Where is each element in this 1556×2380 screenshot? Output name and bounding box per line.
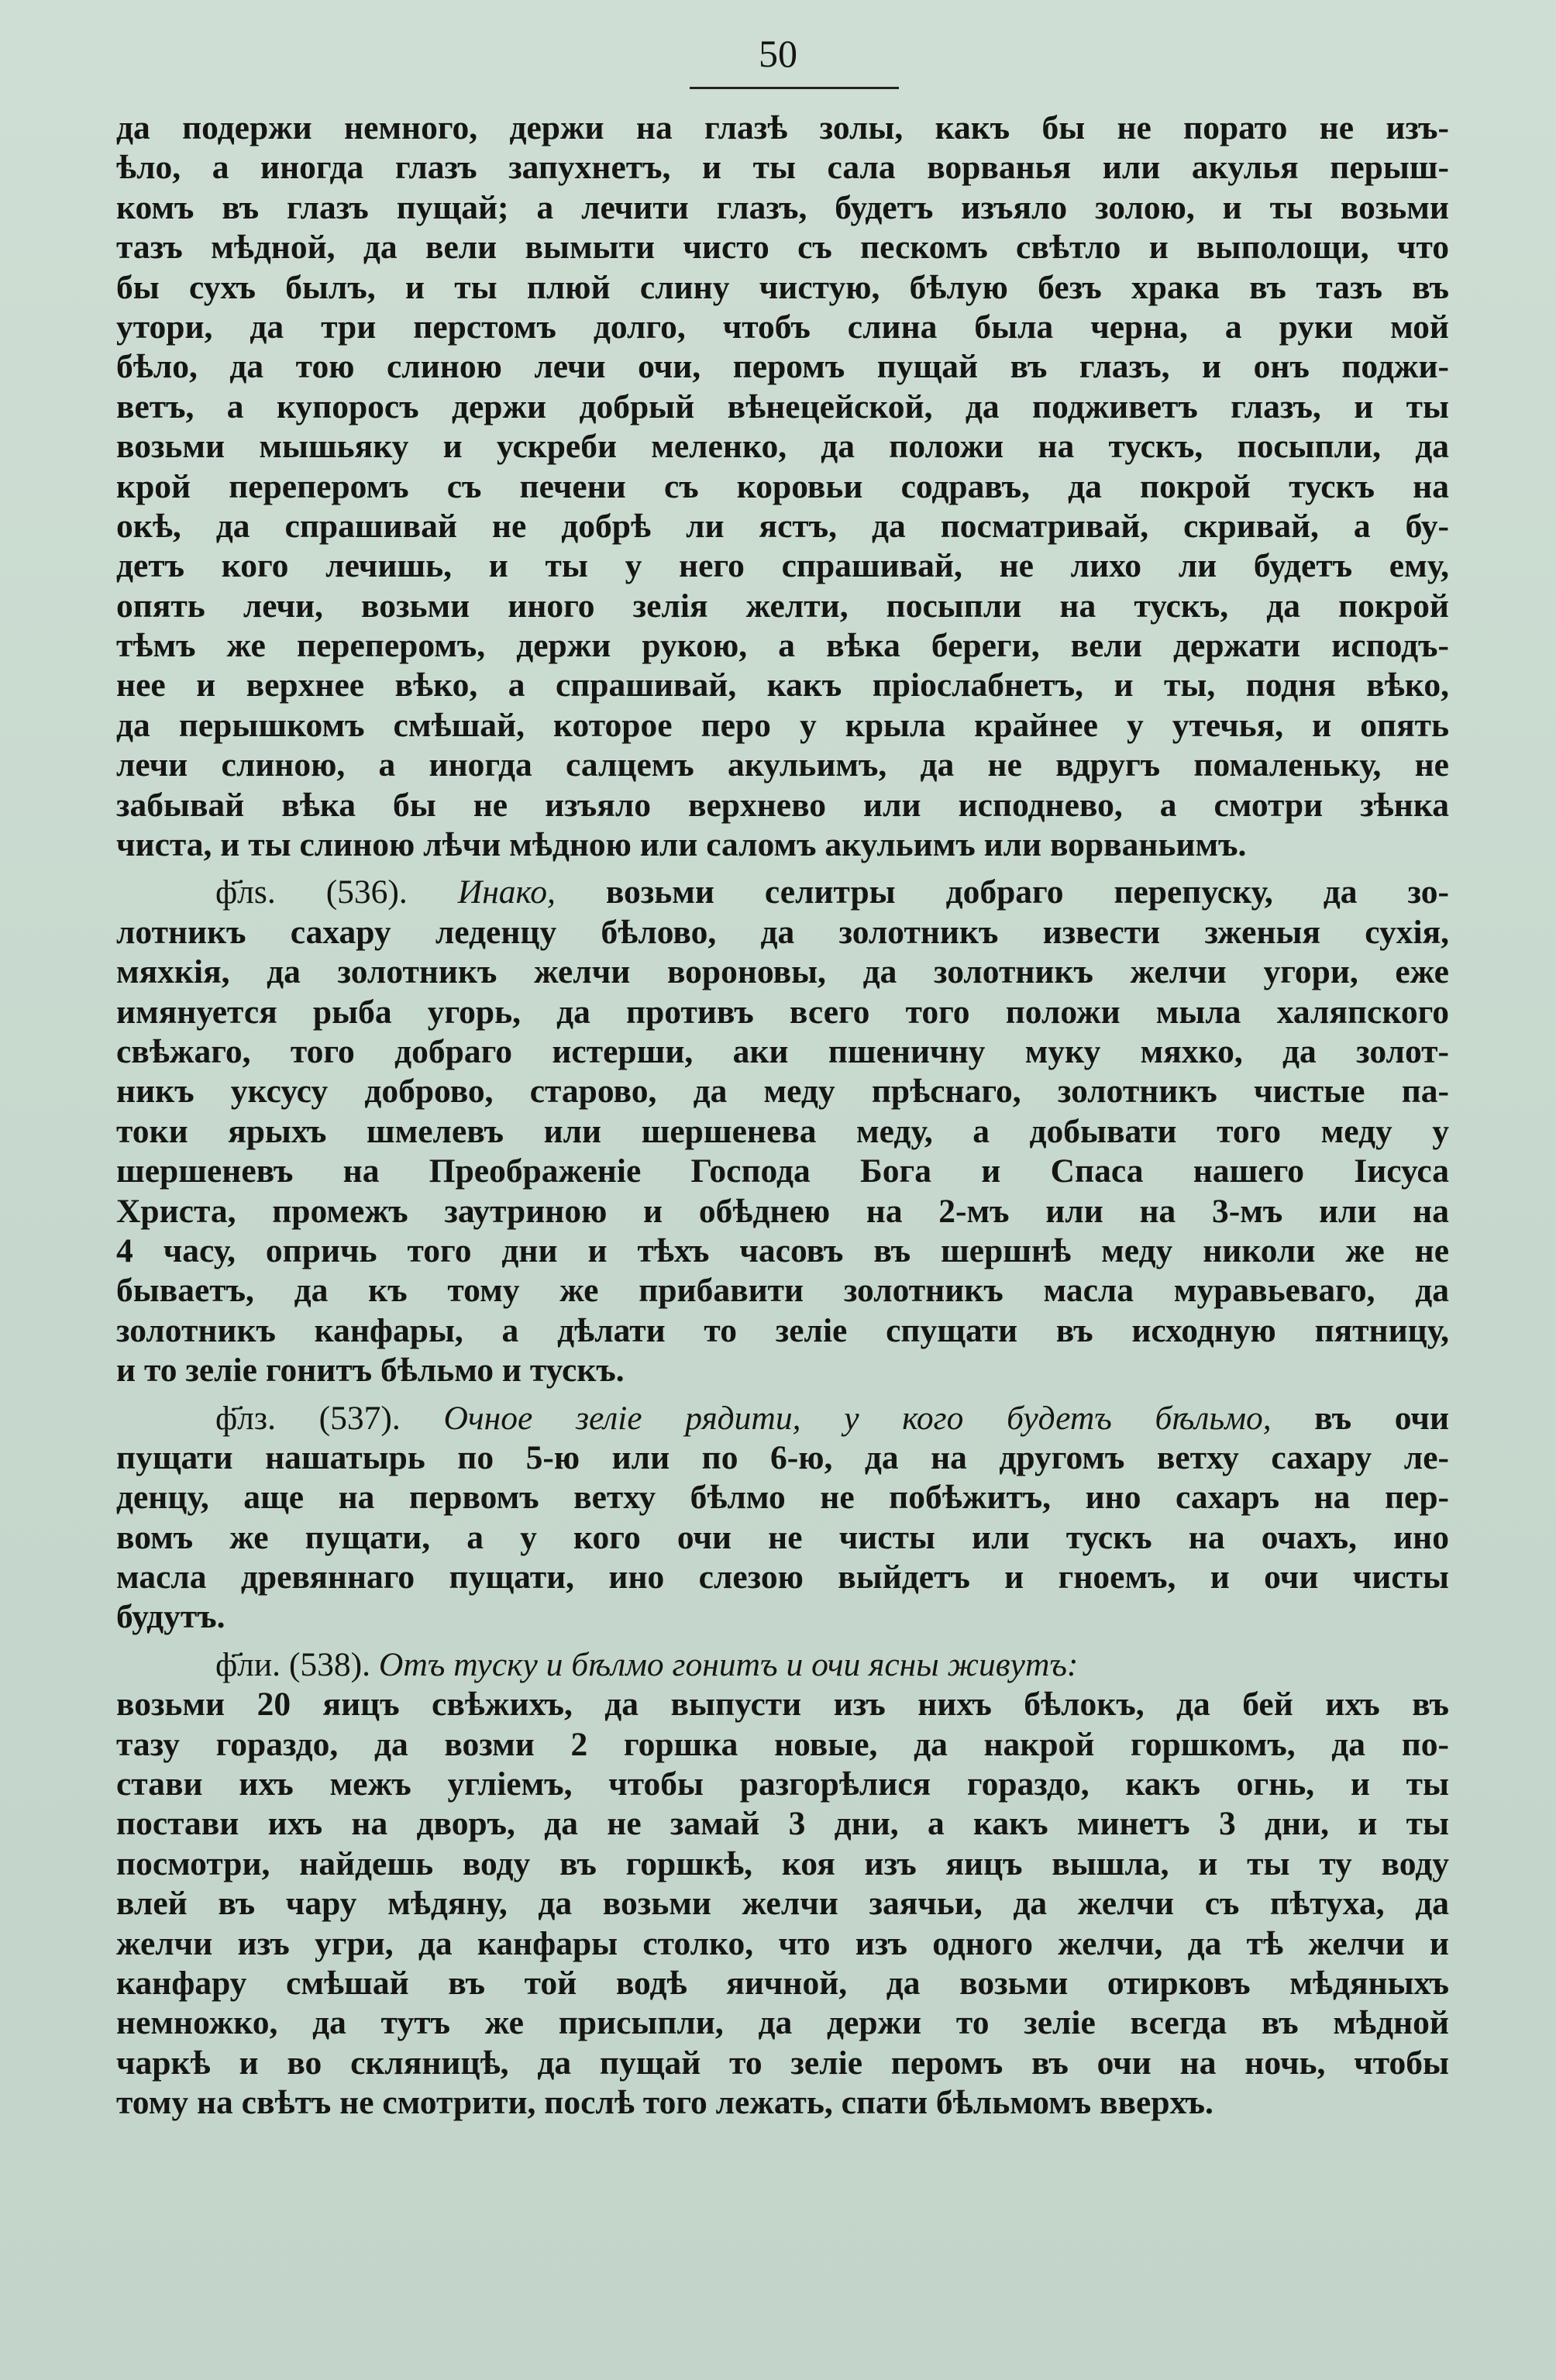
text-line: опять лечи, возьми иного зелія желти, посыпли на тускъ, да покрой	[116, 587, 1449, 625]
text-line: лотникъ сахару леденцу бѣлово, да золотникъ извести зженыя сухія,	[116, 913, 1449, 951]
page-number: 50	[759, 32, 797, 75]
text-line: возьми мышьяку и ускреби меленко, да положи на тускъ, посыпли, да	[116, 428, 1449, 466]
text-line: никъ уксусу доброво, старово, да меду прѣснаго, золотникъ чистые па-	[116, 1073, 1449, 1111]
body-text	[116, 108, 1449, 2123]
entry-number: (536).	[325, 873, 408, 911]
text-line: канфару смѣшай въ той водѣ яичной, да возьми отирковъ мѣдяныхъ	[116, 1964, 1449, 2002]
text-line: мяхкія, да золотникъ желчи вороновы, да золотникъ желчи угори, еже	[116, 953, 1449, 991]
text-line: комъ въ глазъ пущай; а лечити глазъ, будетъ изъяло золою, и ты возьми	[116, 188, 1449, 226]
text-line: вомъ же пущати, а у кого очи не чисты или тускъ на очахъ, ино	[116, 1518, 1449, 1556]
text-line: ветъ, а купоросъ держи добрый вѣнецейской, да подживетъ глазъ, и ты	[116, 387, 1449, 425]
entry-title: Инако,	[457, 873, 556, 911]
entry-mark: ф҃ли.	[215, 1645, 281, 1683]
text-fragment: въ очи	[1271, 1399, 1449, 1437]
text-line: масла древяннаго пущати, ино слезою выйдетъ и гноемъ, и очи чисты	[116, 1559, 1449, 1596]
text-line: окѣ, да спрашивай не добрѣ ли ястъ, да посматривай, скривай, а бу-	[116, 507, 1449, 545]
text-line: ѣло, а иногда глазъ запухнетъ, и ты сала ворванья или акулья перыш-	[116, 149, 1449, 187]
entry-number: (537).	[318, 1399, 401, 1437]
text-line: тазу гораздо, да возми 2 горшка новые, да накрой горшкомъ, да по-	[116, 1725, 1449, 1763]
text-line: да подержи немного, держи на глазѣ золы, какъ бы не порато не изъ-	[116, 109, 1449, 146]
text-line: свѣжаго, того добраго истерши, аки пшеничну муку мяхко, да золот-	[116, 1032, 1449, 1070]
text-line: постави ихъ на дворъ, да не замай 3 дни, а какъ минетъ 3 дни, и ты	[116, 1805, 1449, 1843]
text-line: лечи слиною, а иногда салцемъ акульимъ, да не вдругъ помаленьку, не	[116, 746, 1449, 784]
text-line: посмотри, найдешь воду въ горшкѣ, коя изъ яицъ вышла, и ты ту воду	[116, 1844, 1449, 1882]
entry-536	[116, 873, 1449, 1390]
text-line: да перышкомъ смѣшай, которое перо у крыла крайнее у утечья, и опять	[116, 706, 1449, 744]
text-line: токи ярыхъ шмелевъ или шершенева меду, а добывати того меду у	[116, 1112, 1449, 1150]
entry-mark: ф҃лѕ.	[215, 873, 276, 911]
text-line: чаркѣ и во скляницѣ, да пущай то зеліе перомъ въ очи на ночь, чтобы	[116, 2044, 1449, 2082]
entry-mark: ф҃лз.	[215, 1399, 276, 1437]
text-line: имянуется рыба угорь, да противъ всего того положи мыла халяпского	[116, 993, 1449, 1031]
text-line: забывай вѣка бы не изъяло верхнево или исподнево, а смотри зѣнка	[116, 786, 1449, 824]
text-line: денцу, аще на первомъ ветху бѣлмо не побѣжитъ, ино сахаръ на пер-	[116, 1479, 1449, 1517]
text-line: и то зеліе гонитъ бѣльмо и тускъ.	[116, 1352, 625, 1390]
text-line: шершеневъ на Преображеніе Господа Бога и Спаса нашего Іисуса	[116, 1152, 1449, 1190]
continuation-paragraph	[116, 108, 1449, 865]
text-line: стави ихъ межъ угліемъ, чтобы разгорѣлися гораздо, какъ огнь, и ты	[116, 1765, 1449, 1803]
text-line: утори, да три перстомъ долго, чтобъ слина была черна, а руки мой	[116, 308, 1449, 346]
text-line: детъ кого лечишь, и ты у него спрашивай, не лихо ли будетъ ему,	[116, 547, 1449, 585]
entry-heading-line	[116, 1399, 1449, 1438]
entry-title: Отъ туску и бѣлмо гонитъ и очи ясны живутъ:	[378, 1645, 1079, 1683]
entry-heading-line	[116, 873, 1449, 912]
text-line: пущати нашатырь по 5-ю или по 6-ю, да на другомъ ветху сахару ле-	[116, 1438, 1449, 1476]
text-line: бываетъ, да къ тому же прибавити золотникъ масла муравьеваго, да	[116, 1272, 1449, 1310]
text-fragment: возьми селитры добраго перепуску, да зо-	[555, 873, 1449, 911]
text-line: будутъ.	[116, 1598, 225, 1636]
text-line: тому на свѣтъ не смотрити, послѣ того лежать, спати бѣльмомъ вверхъ.	[116, 2084, 1213, 2122]
text-line: чиста, и ты слиною лѣчи мѣдною или саломъ акульимъ или ворваньимъ.	[116, 826, 1247, 864]
text-line: влей въ чару мѣдяну, да возьми желчи заячьи, да желчи съ пѣтуха, да	[116, 1885, 1449, 1923]
entry-heading-line	[116, 1645, 1449, 1685]
text-line: 4 часу, опричь того дни и тѣхъ часовъ въ шершнѣ меду николи же не	[116, 1231, 1449, 1269]
text-line: золотникъ канфары, а дѣлати то зеліе спущати въ исходную пятницу,	[116, 1311, 1449, 1349]
text-line: крой переперомъ съ печени съ коровьи содравъ, да покрой тускъ на	[116, 467, 1449, 505]
text-line: немножко, да тутъ же присыпли, да держи то зеліе всегда въ мѣдной	[116, 2004, 1449, 2042]
text-line: возьми 20 яицъ свѣжихъ, да выпусти изъ нихъ бѣлокъ, да бей ихъ въ	[116, 1686, 1449, 1724]
text-line: бы сухъ былъ, и ты плюй слину чистую, бѣлую безъ храка въ тазъ въ	[116, 268, 1449, 306]
text-line: тазъ мѣдной, да вели вымыти чисто съ пескомъ свѣтло и выполощи, что	[116, 229, 1449, 267]
text-line: Христа, промежъ заутриною и обѣднею на 2-мъ или на 3-мъ или на	[116, 1192, 1449, 1230]
entry-title: Очное зеліе рядити, у кого будетъ бѣльмо,	[443, 1399, 1272, 1437]
entry-537	[116, 1399, 1449, 1638]
text-line: бѣло, да тою слиною лечи очи, перомъ пущай въ глазъ, и онъ поджи-	[116, 348, 1449, 386]
text-line: нее и верхнее вѣко, а спрашивай, какъ пріослабнетъ, и ты, подня вѣко,	[116, 666, 1449, 704]
text-line: тѣмъ же переперомъ, держи рукою, а вѣка береги, вели держати исподъ-	[116, 627, 1449, 665]
text-line: желчи изъ угри, да канфары столко, что изъ одного желчи, да тѣ желчи и	[116, 1924, 1449, 1962]
entry-number: (538).	[288, 1645, 371, 1683]
entry-538	[116, 1645, 1449, 2123]
header-rule	[690, 87, 899, 89]
